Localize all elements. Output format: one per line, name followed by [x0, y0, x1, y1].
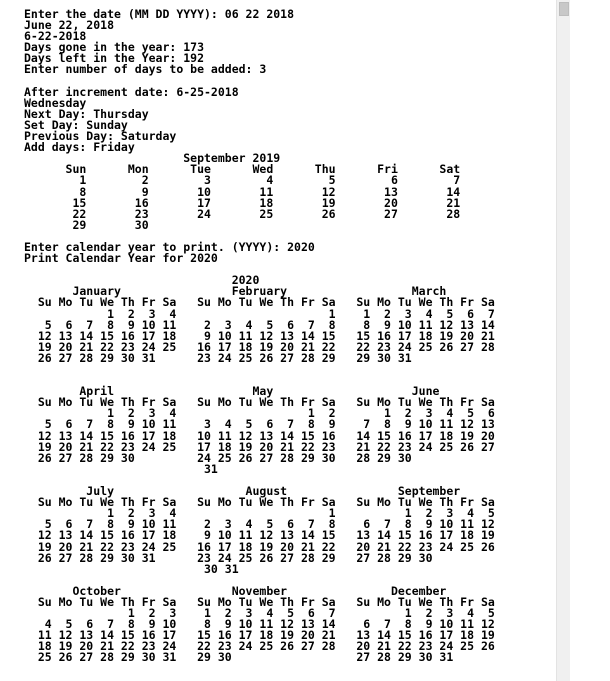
console-line: 30 31	[24, 561, 239, 576]
console-line: 18 19 20 21 22 23 24 22 23 24 25 26 27 28 20 21 22 23 24 25 26	[24, 639, 495, 654]
console-line: 19 20 21 22 23 24 25 16 17 18 19 20 21 22 22 23 24 25 26 27 28	[24, 339, 495, 354]
console-line: 12 13 14 15 16 17 18 9 10 11 12 13 14 15 15 16 17 18 19 20 21	[24, 328, 495, 343]
console-line: July August September	[24, 484, 461, 499]
console-line: After increment date: 6-25-2018	[24, 84, 239, 99]
console-line: 5 6 7 8 9 10 11 3 4 5 6 7 8 9 7 8 9 10 11 12 13	[24, 417, 495, 432]
console-line: Su Mo Tu We Th Fr Sa Su Mo Tu We Th Fr Sa Su Mo Tu We Th Fr Sa	[24, 594, 495, 609]
console-line: September 2019	[24, 151, 281, 166]
console-line: Enter number of days to be added: 3	[24, 62, 267, 77]
console-line: 31	[24, 461, 218, 476]
console-line: 1 2 3 4 1 1 2 3 4 5	[24, 506, 495, 521]
console-line: 26 27 28 29 30 24 25 26 27 28 29 30 28 29 30	[24, 450, 412, 465]
console-line: October November December	[24, 583, 447, 598]
console-line: 26 27 28 29 30 31 23 24 25 26 27 28 29 27 28 29 30	[24, 550, 433, 565]
console-line: 1 2 3 1 2 3 4 5 6 7 1 2 3 4 5	[24, 606, 495, 621]
console-line: 12 13 14 15 16 17 18 10 11 12 13 14 15 16 14 15 16 17 18 19 20	[24, 428, 495, 443]
console-line: 1 2 3 4 1 1 2 3 4 5 6 7	[24, 306, 495, 321]
console-line: 25 26 27 28 29 30 31 29 30 27 28 29 30 31	[24, 650, 454, 665]
console-line: 6-22-2018	[24, 29, 87, 44]
console-line: 19 20 21 22 23 24 25 16 17 18 19 20 21 22 20 21 22 23 24 25 26	[24, 539, 495, 554]
console-line: Enter calendar year to print. (YYYY): 2020	[24, 239, 315, 254]
console-line: Add days: Friday	[24, 140, 135, 155]
console-line: Days gone in the year: 173	[24, 40, 205, 55]
console-line: 26 27 28 29 30 31 23 24 25 26 27 28 29 29 30 31	[24, 350, 412, 365]
console-line: Su Mo Tu We Th Fr Sa Su Mo Tu We Th Fr Sa Su Mo Tu We Th Fr Sa	[24, 395, 495, 410]
console-line: 1 2 3 4 5 6 7	[24, 173, 461, 188]
console-line: 2020	[24, 273, 260, 288]
console-line: Previous Day: Saturday	[24, 129, 177, 144]
console-line: Set Day: Sunday	[24, 117, 128, 132]
console-line: 11 12 13 14 15 16 17 15 16 17 18 19 20 21 13 14 15 16 17 18 19	[24, 628, 495, 643]
scrollbar-thumb[interactable]	[559, 2, 569, 16]
console-line: Su Mo Tu We Th Fr Sa Su Mo Tu We Th Fr Sa Su Mo Tu We Th Fr Sa	[24, 495, 495, 510]
console-line: 29 30	[24, 217, 149, 232]
console-line: 4 5 6 7 8 9 10 8 9 10 11 12 13 14 6 7 8 9 10 11 12	[24, 617, 495, 632]
console-line: Enter the date (MM DD YYYY): 06 22 2018	[24, 7, 295, 21]
console-line: 1 2 3 4 1 2 1 2 3 4 5 6	[24, 406, 495, 421]
console-line	[24, 364, 495, 375]
console-line: 8 9 10 11 12 13 14	[24, 184, 461, 199]
console-line: Days left in the Year: 192	[24, 51, 205, 66]
console-line: Wednesday	[24, 95, 87, 110]
console-line: April May June	[24, 384, 440, 399]
console-output	[24, 9, 495, 664]
console-line: 12 13 14 15 16 17 18 9 10 11 12 13 14 15 13 14 15 16 17 18 19	[24, 528, 495, 543]
console-line: Print Calendar Year for 2020	[24, 251, 218, 266]
vertical-scrollbar[interactable]	[556, 0, 570, 681]
console-line: January February March	[24, 284, 447, 299]
console-line: 15 16 17 18 19 20 21	[24, 195, 461, 210]
console-line: Su Mo Tu We Th Fr Sa Su Mo Tu We Th Fr Sa Su Mo Tu We Th Fr Sa	[24, 295, 495, 310]
console-line: 5 6 7 8 9 10 11 2 3 4 5 6 7 8 8 9 10 11 12 13 14	[24, 317, 495, 332]
console-line: June 22, 2018	[24, 18, 115, 33]
window-margin	[570, 0, 610, 681]
console-line: 22 23 24 25 26 27 28	[24, 206, 461, 221]
console-line: Next Day: Thursday	[24, 106, 149, 121]
console-line: 19 20 21 22 23 24 25 17 18 19 20 21 22 23 21 22 23 24 25 26 27	[24, 439, 495, 454]
console-line: Sun Mon Tue Wed Thu Fri Sat	[24, 162, 461, 177]
console-line: 5 6 7 8 9 10 11 2 3 4 5 6 7 8 6 7 8 9 10 11 12	[24, 517, 495, 532]
